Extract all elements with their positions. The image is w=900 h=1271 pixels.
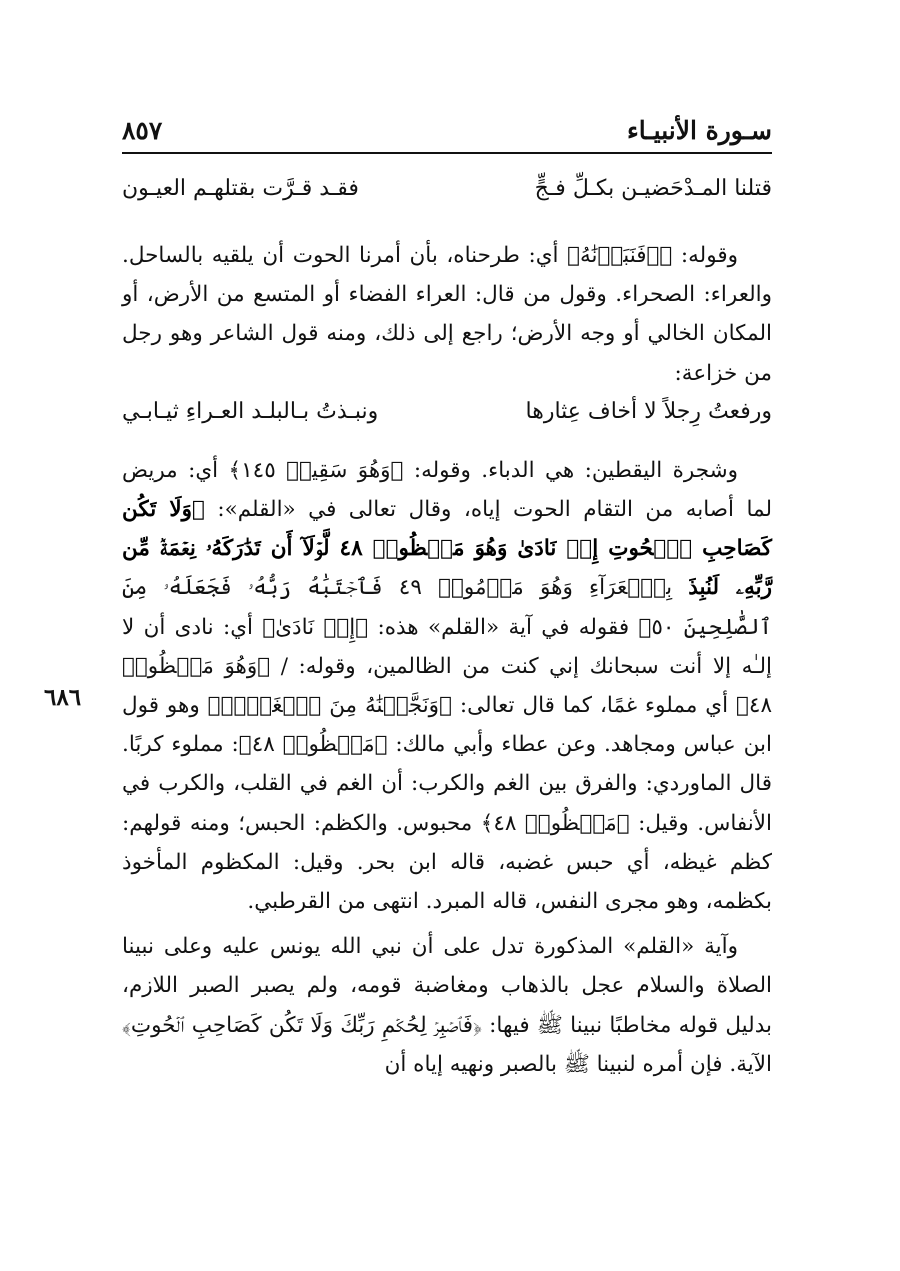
verse-1-second-hemistich: فقـد قـرَّت بقتلهـم العيـون [122, 176, 359, 201]
para1-line: إلى ذلك، ومنه قول الشاعر وهو رجل من خزاعة: [122, 321, 772, 386]
para2-line: بِٱلۡعَرَآءِ وَهُوَ مَذۡمُومٞ ٤٩ فَٱجۡتَبَٰهُ رَبُّهُۥ فَجَعَلَهُۥ مِنَ ٱلصَّٰلِحِينَ ٥٠﴾ فقوله في آية «القلم» [122, 575, 772, 640]
verse-2-first-hemistich: ورفعتُ رِجلاً لا أخاف عِثارها [525, 398, 772, 424]
page-number: ٨٥٧ [122, 116, 163, 145]
poetry-verse-1 [122, 176, 772, 222]
quran-quote: ﴿وَلَا تَكُن كَصَاحِبِ ٱلۡحُوتِ إِذۡ نَادَىٰ وَهُوَ مَكۡظُومٞ ٤٨ لَّوۡلَآ أَن تَدَٰرَكَهُۥ نِعۡمَةٞ مِّن رَّبِّهِۦ لَنُبِذَ [122, 497, 772, 601]
para1-line: وقوله: ﴿ﵞفَنَبَذۡنَٰهُ﴾ أي: طرحناه، بأن أمرنا الحوت أن [262, 243, 738, 268]
para2-line: وقيل: ﴿مَكۡظُومٞ ٤٨﴾ محبوس. والكظم: الحبس؛ ومنه قولهم: [122, 810, 689, 836]
paragraph-3 [122, 927, 772, 1084]
para3-line: تَكُن كَصَاحِبِ ٱلۡحُوتِ﴾ الآية. فإن أمره لنبينا ﷺ بالصبر ونهيه إياه أن [122, 1012, 772, 1077]
para2-line: وشجرة اليقطين: هي الدباء. وقوله: ﴿وَهُوَ سَقِيمٞ ١٤٥﴾ أي: [188, 457, 738, 483]
paragraph-2 [122, 451, 772, 921]
para3-line: وآية «القلم» المذكورة تدل على أن نبي الله يونس عليه وعلى [163, 934, 738, 960]
para2-line: كظم غيظه، أي حبس غضبه، قاله ابن بحر. وقيل: المكظوم المأخوذ [122, 849, 772, 875]
para3-line: الصبر اللازم، بدليل قوله مخاطبًا نبينا ﷺ فيها: ﴿فَٱصۡبِرۡ لِحُكۡمِ رَبِّكَ وَلَا [122, 973, 772, 1038]
para1-line: أو المتسع من الأرض، أو المكان الخالي أو وجه الأرض؛ راجع [122, 282, 772, 347]
para2-line: تعالى: ﴿وَنَجَّيۡنَٰهُ مِنَ ٱلۡغَمِّۚ﴾ وهو قول ابن عباس ومجاهد. وعن [122, 693, 772, 758]
page-header [122, 108, 772, 154]
para2-line: بكظمه، وهو مجرى النفس، قاله المبرد. انتهى من القرطبي. [247, 889, 772, 915]
book-page [122, 108, 772, 1248]
para1-line: يلقيه بالساحل. والعراء: الصحراء. وقول من قال: العراء الفضاء [122, 243, 773, 308]
para2-line: مريض لما أصابه من التقام الحوت إياه، وقال تعالى في «القلم»: [122, 457, 772, 523]
verse-2-second-hemistich: ونبـذتُ بـالبلـد العـراءِ ثيـابـي [122, 398, 379, 424]
verse-1-first-hemistich: قتلنا المـدْحَضيـن بكـلِّ فـجٍّ [534, 176, 772, 201]
para2-line: عطاء وأبي مالك: ﴿مَكۡظُومٞ ٤٨﴾: مملوء كربًا. قال الماوردي: [122, 732, 772, 797]
paragraph-1 [122, 236, 772, 393]
poetry-verse-2 [122, 399, 772, 445]
para2-line: هذه: ﴿إِذۡ نَادَىٰ﴾ أي: نادى أن لا إلـٰه إلا أنت سبحانك إني كنت [122, 614, 772, 679]
margin-page-reference: ٦٨٦ [44, 684, 82, 711]
para3-line: نبينا الصلاة والسلام عجل بالذهاب ومغاضبة قومه، ولم يصبر [122, 934, 772, 999]
para2-line: من الظالمين، وقوله: / ﴿وَهُوَ مَكۡظُومٞ ٤٨﴾ أي مملوء غمًا، كما قال [122, 653, 772, 719]
surah-title: سـورة الأنبيـاء [626, 116, 772, 145]
para2-line: والفرق بين الغم والكرب: أن الغم في القلب، والكرب في الأنفاس. [122, 771, 772, 836]
